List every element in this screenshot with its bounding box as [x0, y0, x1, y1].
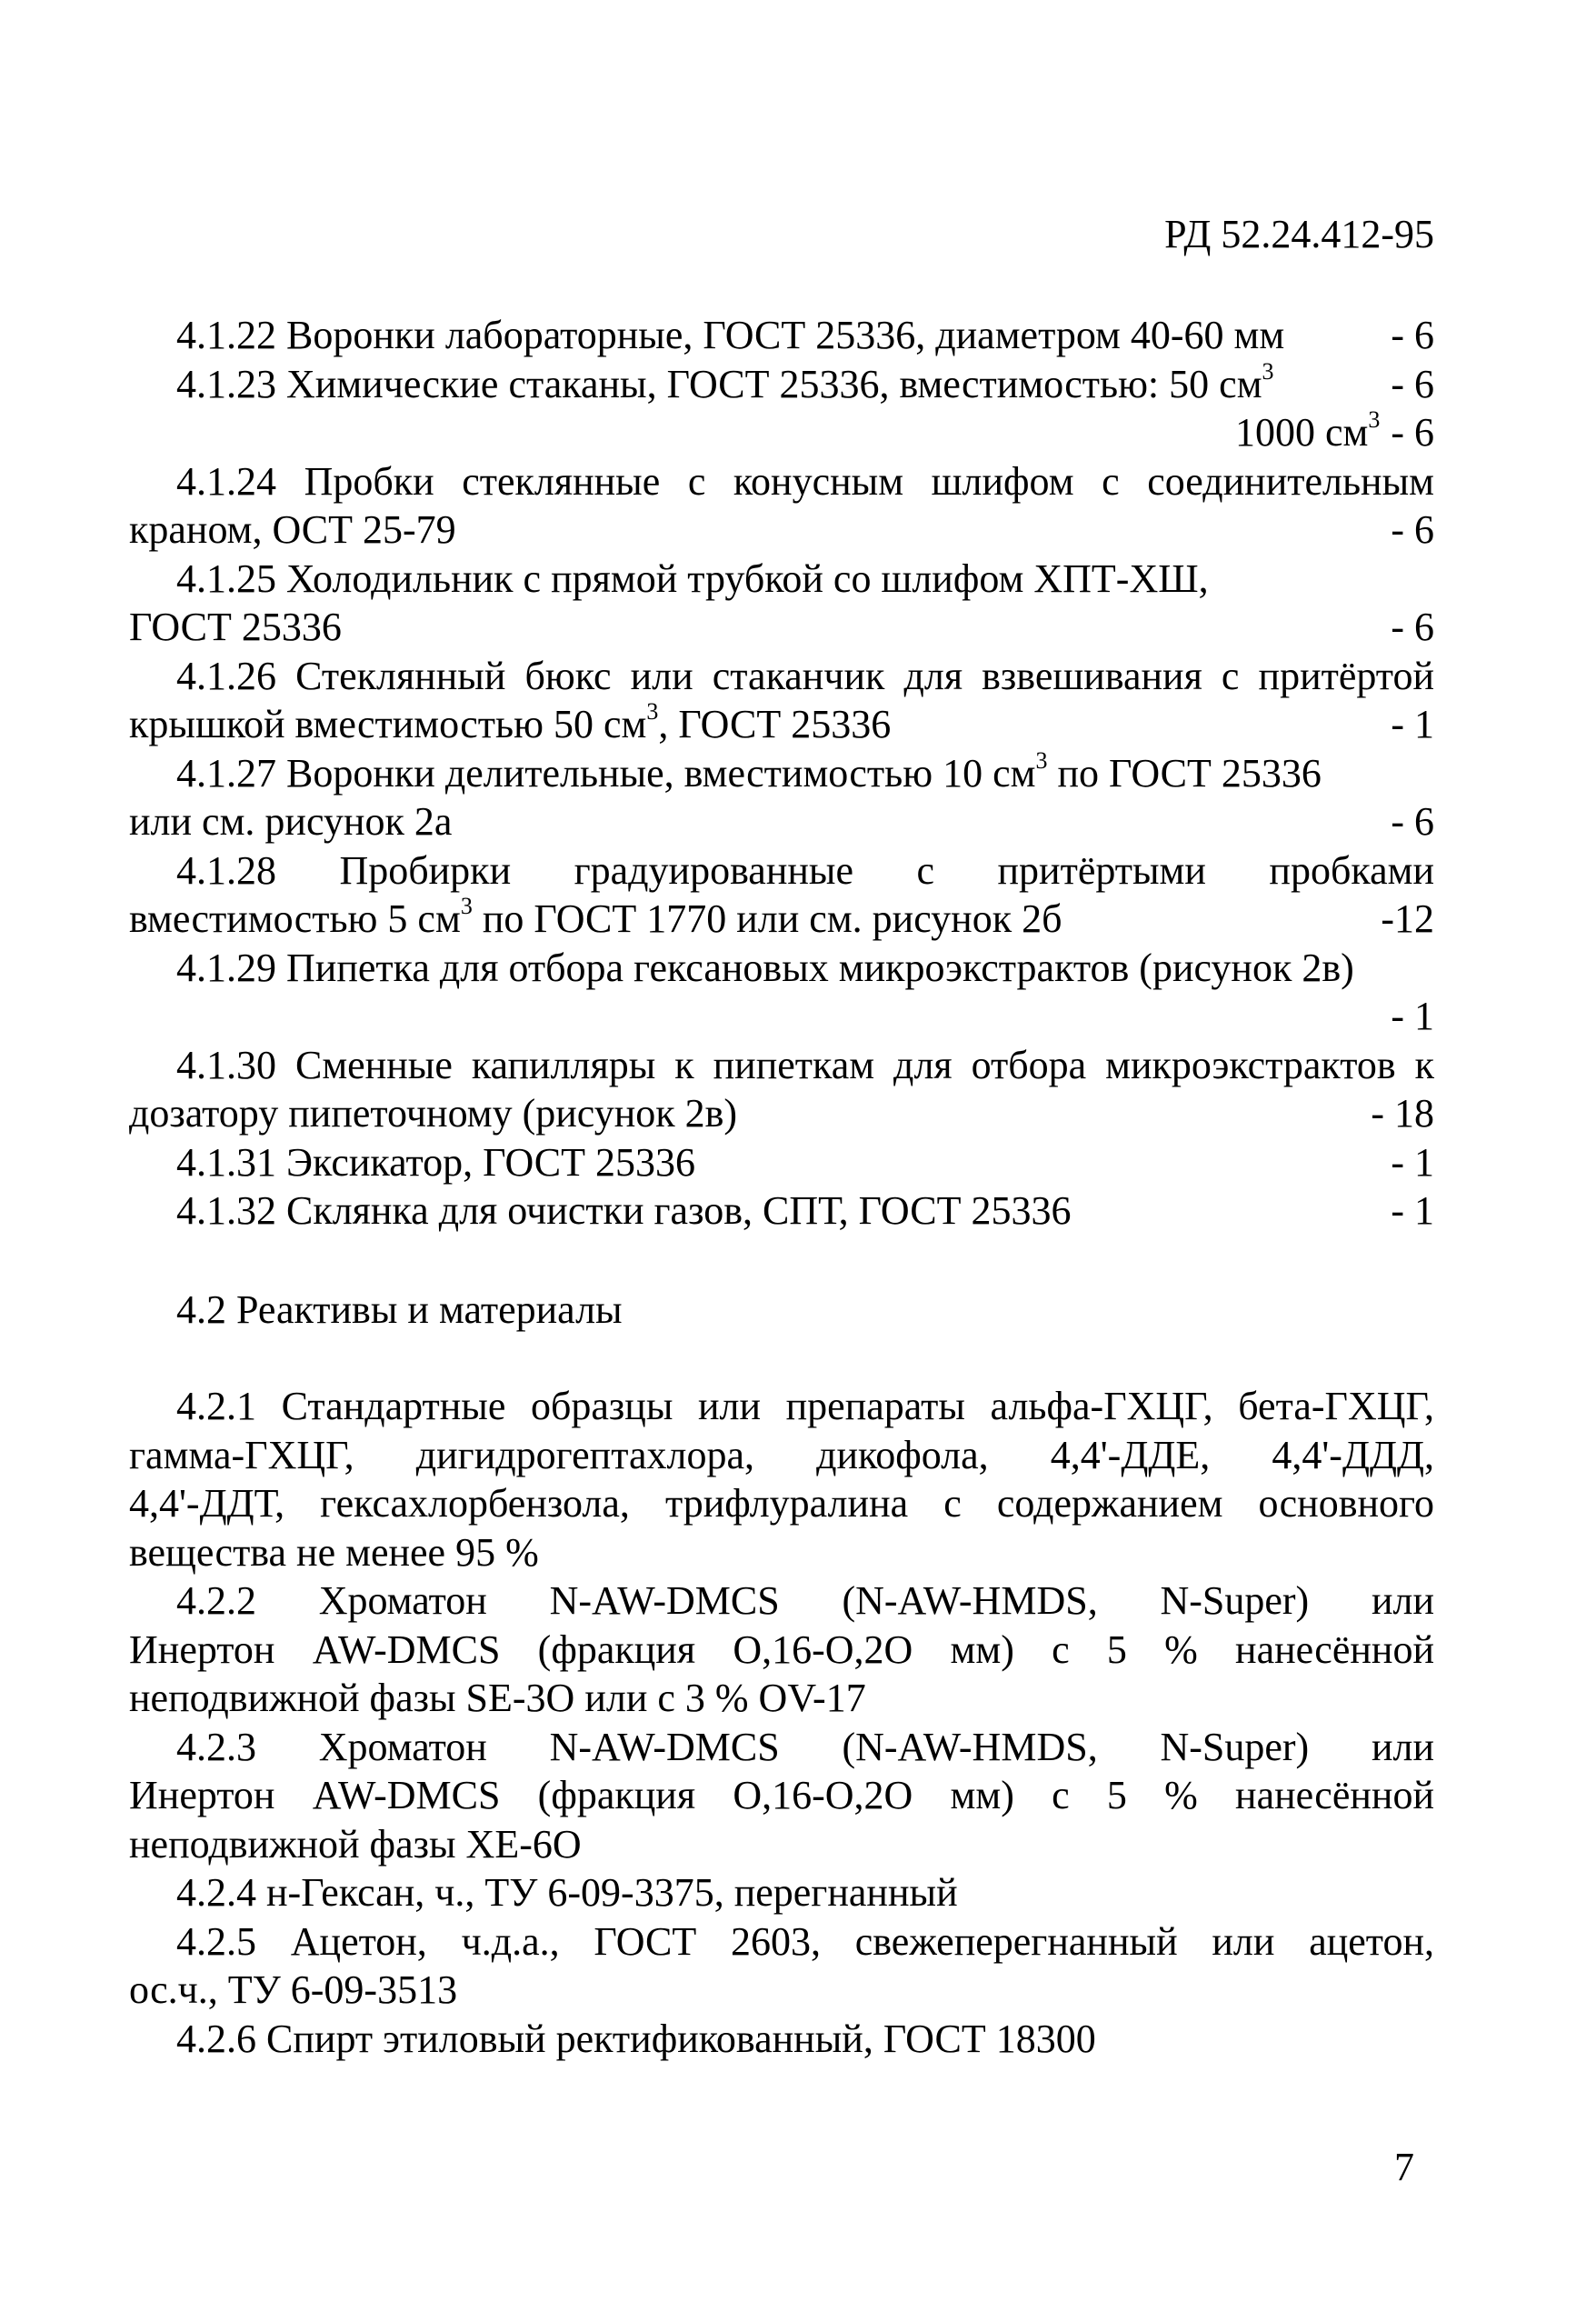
item-quantity: - 1	[1391, 1139, 1434, 1185]
section-heading: 4.2 Реактивы и материалы	[176, 1286, 623, 1332]
item-text: вместимостью 5 $см^3$ по ГОСТ 1770 или см. рисунок 2б	[129, 893, 1062, 941]
document-body	[129, 311, 1434, 2063]
item-quantity: - 6	[1391, 605, 1434, 649]
superscript: 3	[646, 698, 659, 725]
item-text: крышкой вместимостью 50 $см^3$, ГОСТ 25336	[129, 698, 892, 746]
paragraph: 4.2.4 н-Гексан, ч., ТУ 6-09-3375, перегнанный	[176, 1870, 958, 1915]
item-text: 4.1.31 Эксикатор, ГОСТ 25336	[176, 1139, 696, 1185]
list-item	[129, 846, 1434, 944]
item-quantity: - 1	[1391, 1188, 1434, 1233]
paragraph: 4.2.1 Стандартные образцы или препараты альфа-ГХЦГ, бета-ГХЦГ, гамма-ГХЦГ, дигидрогептахлора, дикофола, 4,4'-ДДЕ, 4,4'-ДДД, 4,4'-ДДТ, гексахлорбензола, трифлуралина с содержанием основного вещества не менее 95 %	[129, 1384, 1434, 1575]
item-text: 4.1.26 Стеклянный бюкс или стаканчик для взвешивания с притёртой	[176, 653, 1434, 698]
item-text: ГОСТ 25336	[129, 605, 342, 649]
item-quantity: - 1	[1391, 702, 1434, 746]
item-text: или см. рисунок 2а	[129, 799, 453, 844]
item-quantity: -12	[1381, 896, 1434, 941]
list-item	[129, 1041, 1434, 1138]
paragraph: 4.2.2 Хроматон N-AW-DMCS (N-AW-HMDS, N-Super) или Инертон AW-DMCS (фракция О,16-О,2О мм) с 5 % нанесённой неподвижной фазы SE-3О или с 3 % OV-17	[129, 1578, 1434, 1720]
item-text: 4.1.22 Воронки лабораторные, ГОСТ 25336, диаметром 40-60 мм	[176, 313, 1285, 357]
list-item	[129, 357, 1434, 457]
list-item	[129, 457, 1434, 555]
item-text: дозатору пипеточному (рисунок 2в)	[129, 1091, 738, 1136]
paragraph: 4.2.5 Ацетон, ч.д.а., ГОСТ 2603, свежеперегнанный или ацетон, ос.ч., ТУ 6-09-3513	[129, 1918, 1434, 2012]
list-item	[129, 1138, 1434, 1187]
item-text: краном, ОСТ 25-79	[129, 507, 456, 552]
paragraph: 4.2.3 Хроматон N-AW-DMCS (N-AW-HMDS, N-Super) или Инертон AW-DMCS (фракция О,16-О,2О мм) с 5 % нанесённой неподвижной фазы ХЕ-6О	[129, 1724, 1434, 1867]
item-quantity: - 6	[1391, 507, 1434, 552]
item-quantity: - 6	[1391, 799, 1434, 844]
item-quantity: - 6	[1391, 410, 1434, 455]
paragraph: 4.2.6 Спирт этиловый ректификованный, ГОСТ 18300	[176, 2016, 1096, 2061]
item-quantity: - 6	[1391, 313, 1434, 357]
item-quantity: - 18	[1371, 1091, 1434, 1136]
superscript: 3	[1262, 357, 1274, 385]
list-item	[129, 944, 1434, 1041]
item-text: 4.1.29 Пипетка для отбора гексановых микроэкстрактов (рисунок 2в)	[176, 945, 1354, 990]
list-item	[129, 555, 1434, 652]
item-text: 4.1.23 Химические стаканы, ГОСТ 25336, вместимостью: 50 $см^3$	[176, 357, 1274, 406]
item-text: 4.1.28 Пробирки градуированные с притёртыми пробками	[176, 847, 1434, 893]
item-text: 4.1.25 Холодильник с прямой трубкой со шлифом ХПТ-ХШ,	[176, 555, 1209, 601]
page-number: 7	[1394, 2145, 1414, 2189]
list-item	[129, 311, 1434, 360]
item-text: 1000 $см^3$	[1234, 406, 1381, 455]
item-text: 4.1.27 Воронки делительные, вместимостью 10 $см^3$ по ГОСТ 25336	[176, 746, 1322, 796]
superscript: 3	[460, 893, 473, 919]
list-item	[129, 1186, 1434, 1236]
item-quantity: - 6	[1391, 361, 1434, 406]
item-text: 4.1.32 Склянка для очистки газов, СПТ, ГОСТ 25336	[176, 1188, 1072, 1233]
document-code: РД 52.24.412-95	[1164, 212, 1434, 256]
superscript: 3	[1368, 406, 1381, 433]
list-item	[129, 652, 1434, 749]
item-quantity: - 1	[1391, 994, 1434, 1038]
superscript: 3	[1035, 746, 1048, 774]
item-text: 4.1.24 Пробки стеклянные с конусным шлифом с соединительным	[176, 458, 1434, 504]
item-text: 4.1.30 Сменные капилляры к пипеткам для отбора микроэкстрактов к	[176, 1042, 1434, 1087]
list-item	[129, 746, 1434, 846]
